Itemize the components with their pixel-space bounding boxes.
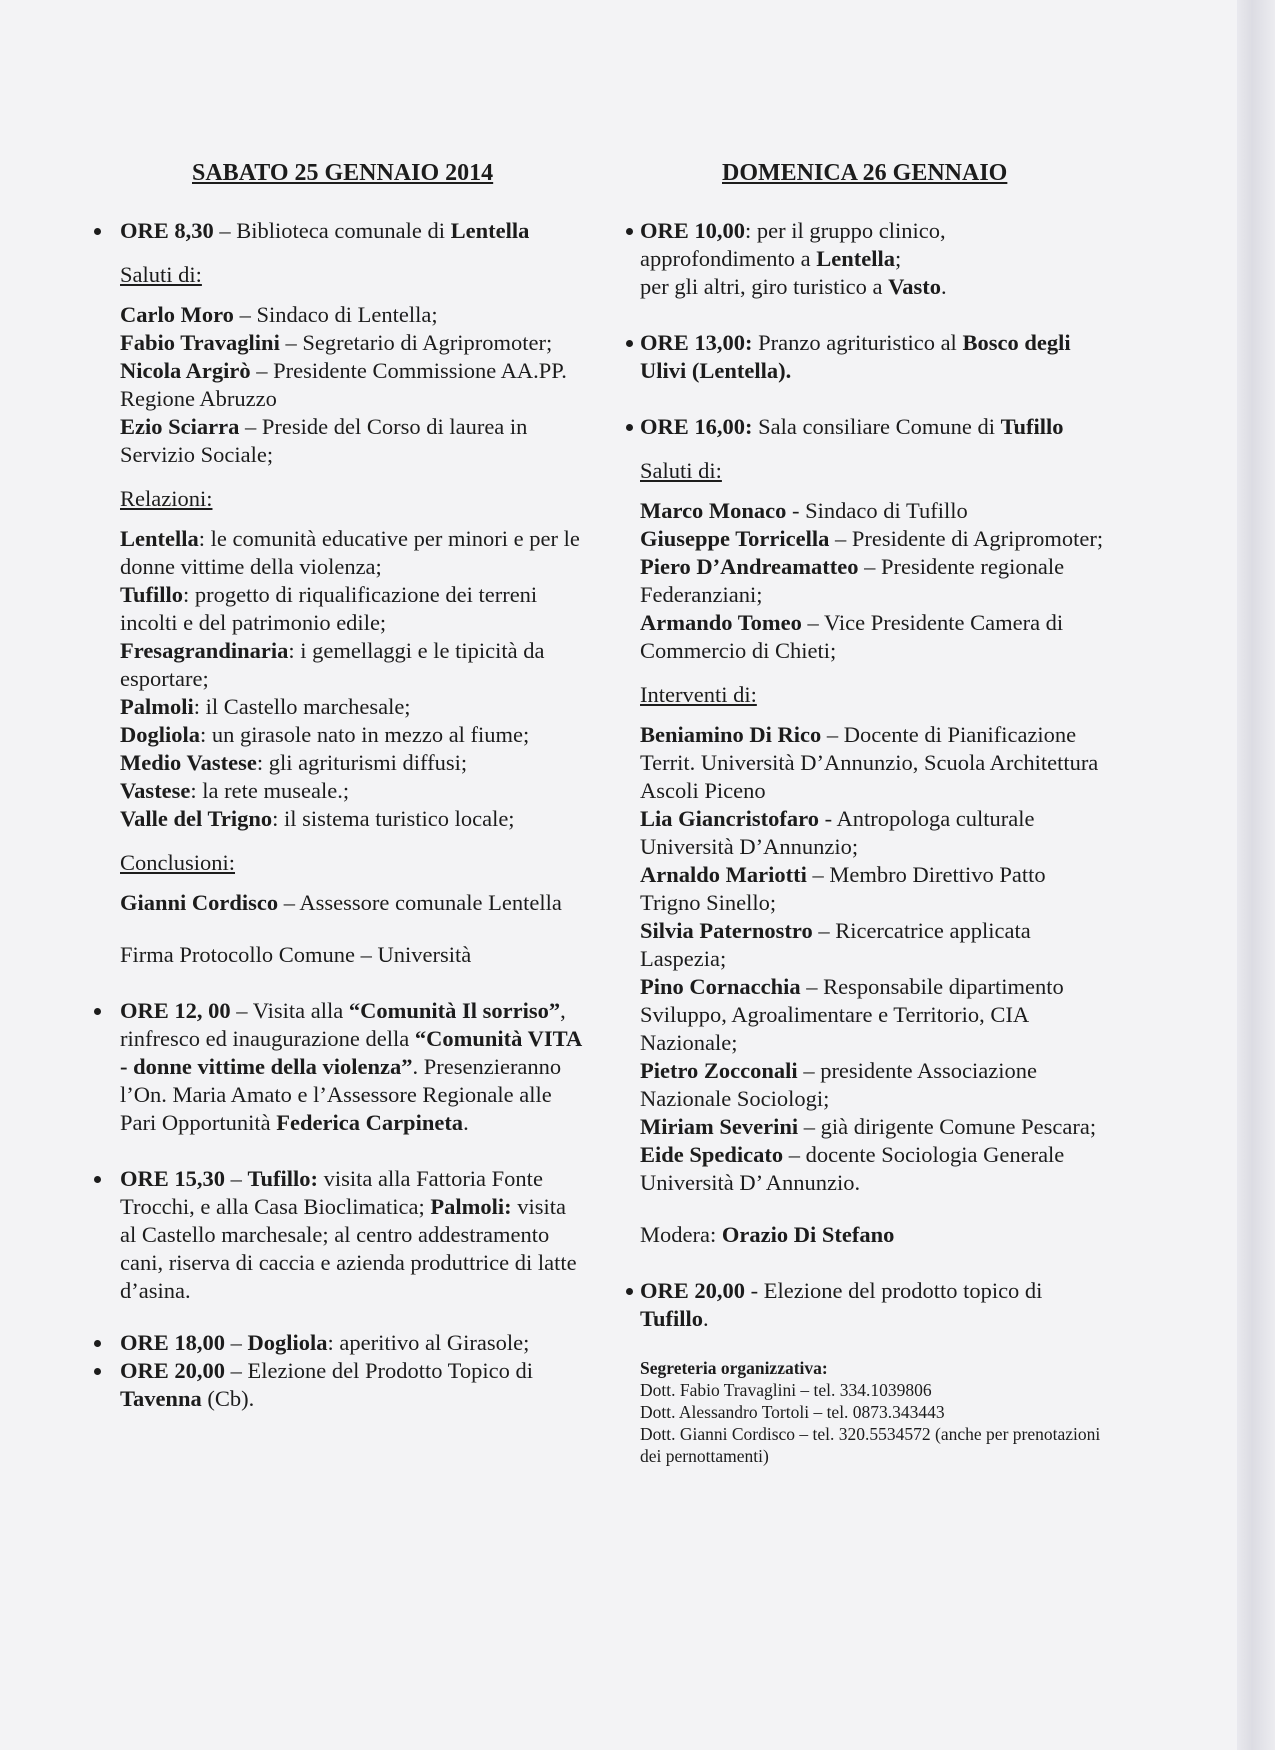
intervento-item: Pino Cornacchia – Responsabile dipartimento Sviluppo, Agroalimentare e Territorio, CIA Nazionale; xyxy=(640,974,1064,1055)
sunday-body xyxy=(626,217,1106,1467)
intervento-item: Miriam Severini – già dirigente Comune Pescara; xyxy=(640,1114,1097,1139)
schedule-item-2000: ORE 20,00 – Elezione del Prodotto Topico di Tavenna (Cb). xyxy=(94,1357,584,1413)
saturday-body xyxy=(94,217,584,1413)
interventi-label: Interventi di: xyxy=(640,682,757,707)
schedule-item-0830: ORE 8,30 – Biblioteca comunale di Lentella xyxy=(94,217,584,245)
speaker-giuseppe-torricella: Giuseppe Torricella – Presidente di Agripromoter; xyxy=(640,526,1104,551)
schedule-item-1530: ORE 15,30 – Tufillo: visita alla Fattoria Fonte Trocchi, e alla Casa Bioclimatica; Palmoli: visita al Castello marchesale; al centro addestramento cani, riserva di caccia e azienda produttrice di latte d’asina. xyxy=(94,1165,584,1305)
bullet-icon xyxy=(626,1288,633,1295)
relazioni-list xyxy=(120,525,584,833)
intervento-item: Beniamino Di Rico – Docente di Pianificazione Territ. Università D’Annunzio, Scuola Architettura Ascoli Piceno xyxy=(640,722,1099,803)
intervento-item: Arnaldo Mariotti – Membro Direttivo Patto Trigno Sinello; xyxy=(640,862,1046,915)
relazione-item: Vastese: la rete museale.; xyxy=(120,778,350,803)
segreteria-contact: Dott. Fabio Travaglini – tel. 334.1039806 xyxy=(640,1380,932,1400)
bullet-icon xyxy=(626,424,633,431)
relazioni-label: Relazioni: xyxy=(120,486,213,511)
speaker-armando-tomeo: Armando Tomeo – Vice Presidente Camera di Commercio di Chieti; xyxy=(640,610,1064,663)
bullet-icon xyxy=(94,1340,101,1347)
schedule-item-1600: ORE 16,00: Sala consiliare Comune di Tufillo xyxy=(626,413,1106,441)
speaker-nicola-argiro: Nicola Argirò – Presidente Commissione AA.PP. Regione Abruzzo xyxy=(120,358,567,411)
segreteria-contact: Dott. Alessandro Tortoli – tel. 0873.343443 xyxy=(640,1402,945,1422)
bullet-icon xyxy=(94,1176,101,1183)
intervento-item: Silvia Paternostro – Ricercatrice applicata Laspezia; xyxy=(640,918,1031,971)
bullet-icon xyxy=(626,340,633,347)
segreteria-contact: Dott. Gianni Cordisco – tel. 320.5534572 (anche per prenotazioni dei pernottamenti) xyxy=(640,1424,1101,1466)
relazione-item: Fresagrandinaria: i gemellaggi e le tipicità da esportare; xyxy=(120,638,545,691)
schedule-item-2000: ORE 20,00 - Elezione del prodotto topico di Tufillo. xyxy=(626,1277,1106,1333)
intervento-item: Eide Spedicato – docente Sociologia Generale Università D’ Annunzio. xyxy=(640,1142,1065,1195)
speaker-ezio-sciarra: Ezio Sciarra – Preside del Corso di laurea in Servizio Sociale; xyxy=(120,414,528,467)
conclusioni-speaker: Gianni Cordisco – Assessore comunale Lentella xyxy=(120,890,562,915)
page-edge-shadow xyxy=(1237,0,1275,1750)
saluti-label: Saluti di: xyxy=(120,262,202,287)
speaker-carlo-moro: Carlo Moro – Sindaco di Lentella; xyxy=(120,302,438,327)
firma-protocollo: Firma Protocollo Comune – Università xyxy=(120,942,472,967)
intervento-item: Lia Giancristofaro - Antropologa culturale Università D’Annunzio; xyxy=(640,806,1035,859)
schedule-item-1200: ORE 12, 00 – Visita alla “Comunità Il sorriso”, rinfresco ed inaugurazione della “Comunità VITA - donne vittime della violenza”. Presenzieranno l’On. Maria Amato e l’Assessore Regionale alle Pari Opportunità Federica Carpineta. xyxy=(94,997,584,1137)
segreteria-block xyxy=(640,1357,1106,1467)
bullet-icon xyxy=(94,1008,101,1015)
relazione-item: Dogliola: un girasole nato in mezzo al fiume; xyxy=(120,722,530,747)
relazione-item: Valle del Trigno: il sistema turistico locale; xyxy=(120,806,515,831)
conclusioni-label: Conclusioni: xyxy=(120,850,236,875)
schedule-item-1800: ORE 18,00 – Dogliola: aperitivo al Girasole; xyxy=(94,1329,584,1357)
bullet-icon xyxy=(94,1368,101,1375)
saturday-heading: SABATO 25 GENNAIO 2014 xyxy=(192,160,494,186)
speaker-marco-monaco: Marco Monaco - Sindaco di Tufillo xyxy=(640,498,968,523)
bullet-icon xyxy=(94,228,101,235)
interventi-list xyxy=(640,721,1106,1197)
schedule-item-1000: ORE 10,00: per il gruppo clinico, approfondimento a Lentella; per gli altri, giro turistico a Vasto. xyxy=(626,217,1106,301)
speaker-piero-dandreamatteo: Piero D’Andreamatteo – Presidente regionale Federanziani; xyxy=(640,554,1065,607)
saluti-list xyxy=(640,497,1106,665)
moderator: Modera: Orazio Di Stefano xyxy=(640,1222,895,1247)
speaker-fabio-travaglini: Fabio Travaglini – Segretario di Agripromoter; xyxy=(120,330,553,355)
relazione-item: Palmoli: il Castello marchesale; xyxy=(120,694,411,719)
saluti-label: Saluti di: xyxy=(640,458,722,483)
relazione-item: Medio Vastese: gli agriturismi diffusi; xyxy=(120,750,468,775)
saluti-list xyxy=(120,301,584,469)
intervento-item: Pietro Zocconali – presidente Associazione Nazionale Sociologi; xyxy=(640,1058,1037,1111)
schedule-item-1300: ORE 13,00: Pranzo agrituristico al Bosco degli Ulivi (Lentella). xyxy=(626,329,1106,385)
relazione-item: Lentella: le comunità educative per minori e per le donne vittime della violenza; xyxy=(120,526,580,579)
segreteria-label: Segreteria organizzativa: xyxy=(640,1358,828,1378)
sunday-heading: DOMENICA 26 GENNAIO xyxy=(722,160,1008,186)
relazione-item: Tufillo: progetto di riqualificazione dei terreni incolti e del patrimonio edile; xyxy=(120,582,538,635)
bullet-icon xyxy=(626,228,633,235)
